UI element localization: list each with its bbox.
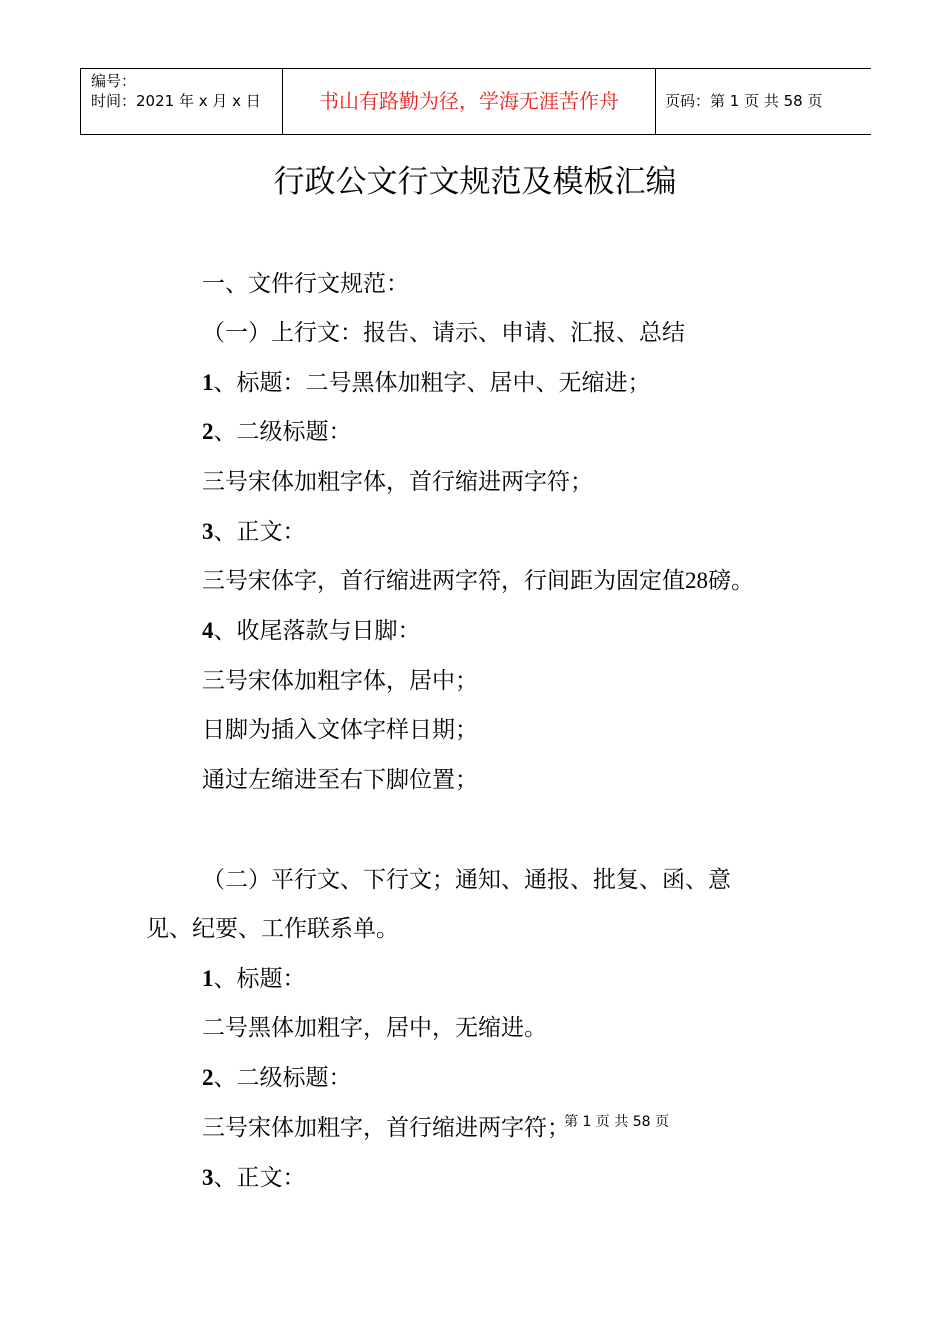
rule-detail: 通过左缩进至右下脚位置； <box>202 767 478 793</box>
item-number: 3 <box>202 519 214 544</box>
rule-item-3 <box>202 516 306 548</box>
item-number: 3 <box>202 1165 214 1190</box>
rule-detail: 日脚为插入文体字样日期； <box>202 717 478 743</box>
item-number: 4 <box>202 618 214 643</box>
detail-text: 三号宋体字，首行缩进两字符，行间距为固定值 <box>202 568 685 594</box>
item-number: 1 <box>202 966 214 991</box>
header-page-cell <box>656 69 872 135</box>
document-title: 行政公文行文规范及模板汇编 <box>273 164 677 200</box>
item-text: 、二级标题： <box>213 1065 352 1091</box>
rule-detail: 二号黑体加粗字，居中，无缩进。 <box>202 1015 547 1041</box>
rule-detail: 三号宋体加粗字体，首行缩进两字符； <box>202 469 593 495</box>
subsection-heading-downward: （二）平行文、下行文；通知、通报、批复、函、意 <box>202 867 731 893</box>
section-heading: 一、文件行文规范： <box>202 271 409 297</box>
page-footer: 第 1 页 共 58 页 <box>564 1114 669 1130</box>
item-text: 、标题：二号黑体加粗字、居中、无缩进； <box>213 370 651 396</box>
header-page-code: 页码：第 1 页 共 58 页 <box>665 92 823 110</box>
header-motto: 书山有路勤为径，学海无涯苦作舟 <box>319 89 619 113</box>
rule-detail <box>202 565 754 597</box>
rule-detail: 三号宋体加粗字，首行缩进两字符； <box>202 1115 570 1141</box>
document-date-label: 时间：2021 年 x 月 x 日 <box>91 92 261 110</box>
document-number-label: 编号： <box>91 72 137 90</box>
item-text: 、正文： <box>213 519 306 545</box>
item-text: 、正文： <box>213 1165 306 1191</box>
subsection-heading-continuation: 见、纪要、工作联系单。 <box>146 916 399 942</box>
rule-item-4 <box>202 615 421 647</box>
header-motto-cell <box>283 69 656 135</box>
detail-suffix: 磅。 <box>708 568 754 594</box>
rule-item-2 <box>202 1062 352 1094</box>
rule-item-3 <box>202 1162 306 1194</box>
subsection-heading-upward: （一）上行文：报告、请示、申请、汇报、总结 <box>202 320 685 346</box>
item-number: 2 <box>202 1065 214 1090</box>
item-text: 、收尾落款与日脚： <box>213 618 421 644</box>
item-text: 、二级标题： <box>213 419 352 445</box>
rule-item-1 <box>202 963 306 995</box>
item-number: 1 <box>202 370 214 395</box>
item-text: 、标题： <box>213 966 306 992</box>
document-header-table <box>80 68 871 135</box>
item-number: 2 <box>202 419 214 444</box>
rule-detail: 三号宋体加粗字体，居中； <box>202 668 478 694</box>
line-spacing-value: 28 <box>685 568 708 593</box>
header-meta-cell <box>81 69 283 135</box>
rule-item-2 <box>202 416 352 448</box>
rule-item-1 <box>202 367 651 399</box>
